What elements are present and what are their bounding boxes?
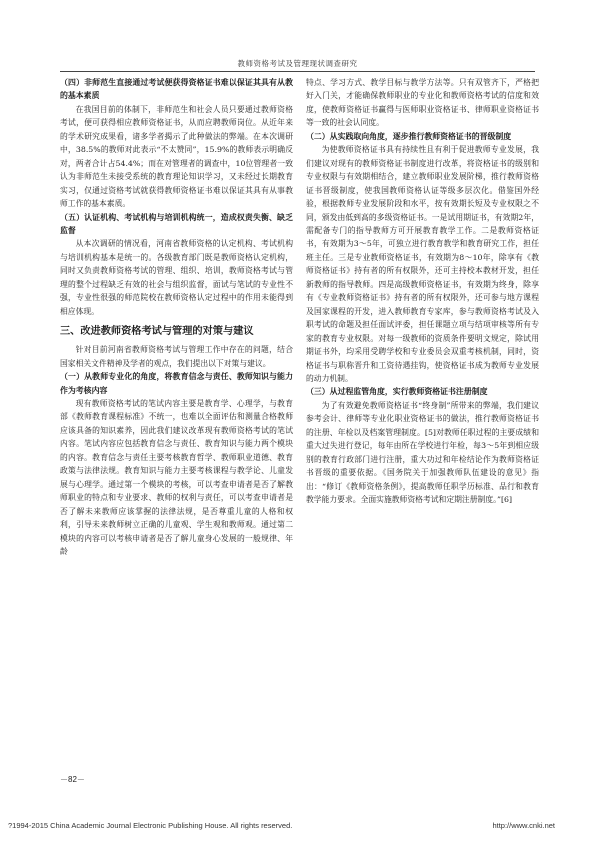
subsection-heading: （五）认证机构、考试机构与培训机构统一，造成权责失衡、缺乏监督 <box>60 212 293 235</box>
footer-copyright <box>8 821 587 830</box>
copyright-text: ?1994-2015 China Academic Journal Electronic Publishing House. All rights reserved. <box>8 821 293 830</box>
subsection-heading: （三）从过程监管角度，实行教师资格证书注册制度 <box>306 387 488 397</box>
body-paragraph: 现有教师资格考试的笔试内容主要是教育学、心理学，与教育部《教师教育课程标准》不统一，也难以全面评估和测量合格教师应该具备的知识素养，因此我们建议改革现有教师资格考试的笔试内容。笔试内容应包括教育信念与责任、教育知识与能力两个模块的内容。教育信念与责任主要考核教育哲学、教师职业道德、教育政策与法律法规。教育知识与能力主要考核课程与教学论、儿童发展与心理学。通过第一个模块的考核，可以考查申请者是否了解教师职业的特点和专业要求、教师的权利与责任，可以考查申请者是否了解未来教师应该掌握的法律法规，是否尊重儿童的人格和权利，引导未来教师树立正确的儿童观、学生观和教师观。通过第二模块的内容可以考核申请者是否了解儿童身心发展的一般规律、年龄 <box>60 398 293 556</box>
page-number: －82－ <box>60 775 85 784</box>
right-column <box>306 76 539 507</box>
body-paragraph: 为使教师资格证书具有持续性且有利于促进教师专业发展，我们建议对现有的教师资格证书制度进行改革，将资格证书的级别和专业权限与有效期相结合，建立教师职业发展阶梯，推行教师资格证书晋级制度，使我国教师资格认证等级多层次化。借鉴国外经验，根据教师专业发展阶段和水平，按有效期长短及专业权限之不同，颁发由低到高的多级资格证书。一是试用期证书，有效期2年，需配备专门的指导教师方可开展教育教学工作。二是教师资格证书，有效期为3～5年，可独立进行教育教学和教育研究工作，担任班主任。三是专业教师资格证书，有效期为8～10年，除享有《教师资格证书》持有者的所有权限外，还可主持校本教材开发，担任新教师的指导教师。四是高级教师资格证书，有效期为终身，除享有《专业教师资格证书》持有者的所有权限外，还可参与地方课程及国家课程的开发，进入教师教育专家库，参与教师资格考试及入职考试的命题及担任面试评委，担任课题立项与结项审核等所有专家的教育专业权限。对每一级教师的资质条件要明文规定，除试用期证书外，均采用受聘学校和专业委员会双重考核机制，同时，资格证书与职称晋升和工资待遇挂钩，使资格证书成为教师专业发展的动力机制。 <box>306 145 539 383</box>
subsection-heading: （二）从实践取向角度，逐步推行教师资格证书的晋级制度 <box>306 131 512 141</box>
body-paragraph: 在我国目前的体制下，非师范生和社会人员只要通过教师资格考试，便可获得相应教师资格证书，从而应聘教师岗位。从近年来的学术研究成果看，诸多学者揭示了此种做法的弊端。在本次调研中，38.5%的教师对此表示“不太赞同”，15.9%的教师表示明确反对，两者合计占54.4%；而在对管理者的调查中，10位管理者一致认为非师范生未接受系统的教育理论知识学习，又未经过长期教育实习，仅通过资格考试就获得教师资格证书难以保证其具有从事教师工作的基本素质。 <box>60 104 293 209</box>
subsection-heading: （四）非师范生直接通过考试便获得资格证书难以保证其具有从教的基本素质 <box>60 78 293 101</box>
body-paragraph: 为了有效避免教师资格证书“终身制”所带来的弊端，我们建议参考会计、律师等专业化职业资格证书的做法，推行教师资格证书的注册、年检以及档案管理制度。[5]对教师任职过程的主要成绩和重大过失进行登记，每年由所在学校进行年检，每3～5年到相应级别的教育行政部门进行注册，重大功过和年检结论作为教师资格证书晋级的重要依据。《国务院关于加强教师队伍建设的意见》指出：“修订《教师资格条例》，提高教师任职学历标准、品行和教育教学能力要求。全面实施教师资格考试和定期注册制度。”[6] <box>306 400 539 505</box>
subsection-heading: （一）从教师专业化的角度，将教育信念与责任、教师知识与能力作为考核内容 <box>60 372 293 395</box>
left-column <box>60 76 293 558</box>
section-heading: 三、改进教师资格考试与管理的对策与建议 <box>60 326 254 338</box>
body-paragraph: 从本次调研的情况看，河南省教师资格的认定机构、考试机构与培训机构基本是统一的。各级教育部门既是教师资格认定机构，同时又负责教师资格考试的管理、组织、培训，教师资格考试与管理的整个过程缺乏有效的社会与组织监督，面试与笔试的专业性不强，专业性很强的师范院校在教师资格认定过程中的作用未能得到相应体现。 <box>60 239 293 316</box>
body-paragraph: 针对目前河南省教师资格考试与管理工作中存在的问题，结合国家相关文件精神及学者的观点，我们提出以下对策与建议。 <box>60 345 293 368</box>
body-paragraph: 特点、学习方式、教学目标与教学方法等。只有双管齐下，严格把好入门关，才能确保教师职业的专业化和教师资格考试的信度和效度，使教师资格证书赢得与医师职业资格证书、律师职业资格证书等一致的社会认同度。 <box>306 78 539 128</box>
header-rule <box>60 71 535 72</box>
running-head: 教师资格考试及管理现状调查研究 <box>237 59 358 68</box>
footer-url: http://www.cnki.net <box>492 821 555 830</box>
